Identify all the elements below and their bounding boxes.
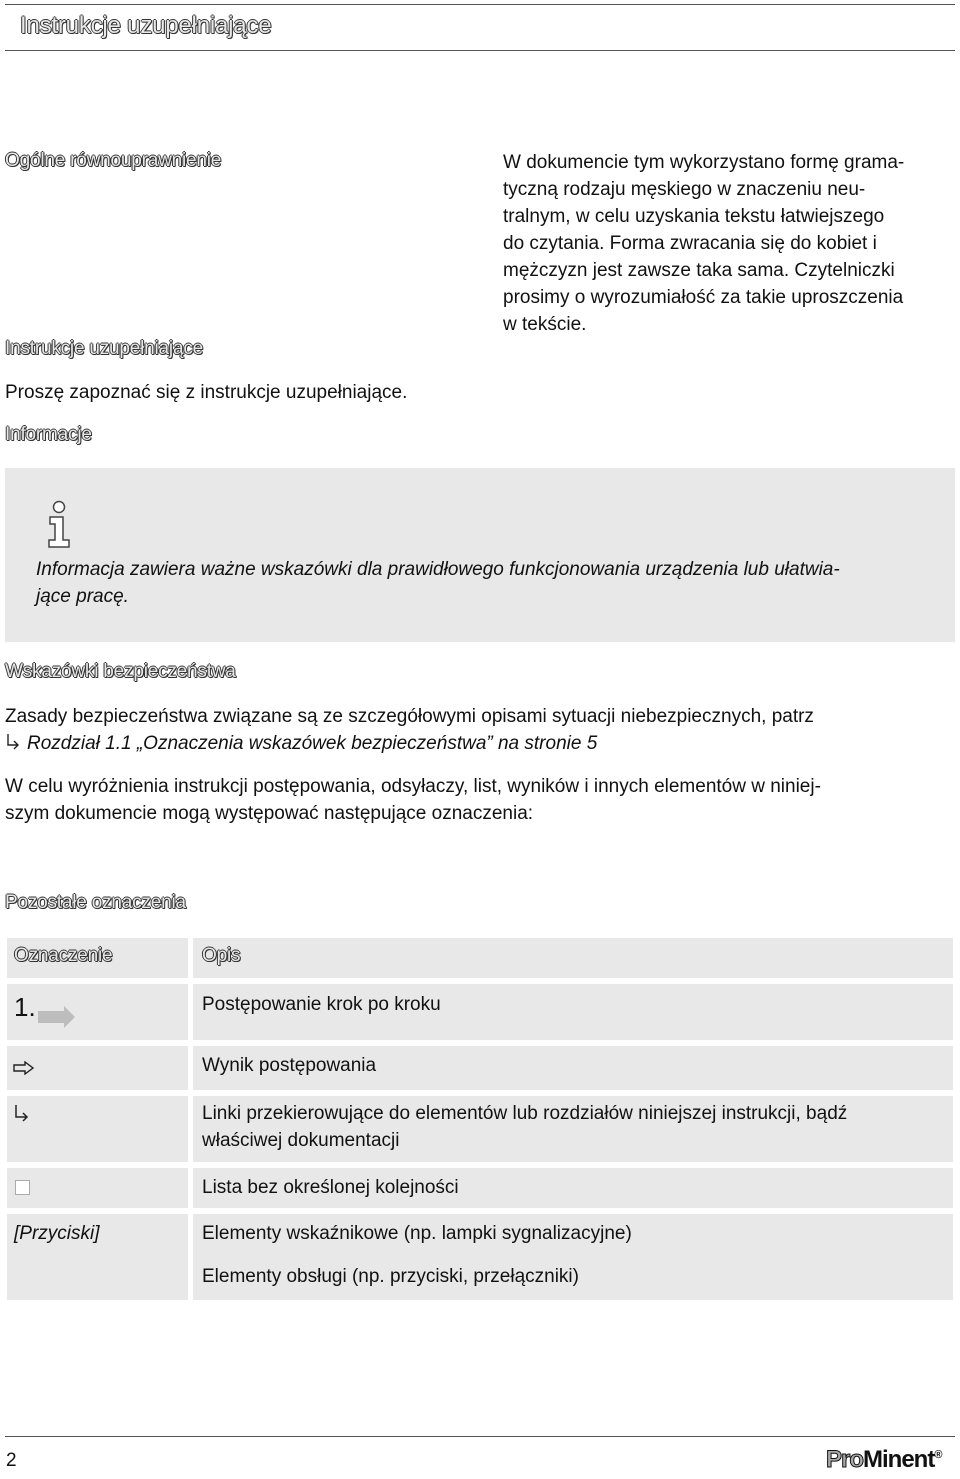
row-desc: Lista bez określonej kolejności <box>202 1177 459 1198</box>
info-icon <box>44 500 74 550</box>
link-arrow-icon <box>13 1104 33 1124</box>
marks-intro-line: szym dokumencie mogą występować następujące oznaczenia: <box>5 803 534 824</box>
equality-line: tralnym, w celu uzyskania tekstu łatwiejszego <box>503 206 885 227</box>
safety-link-text[interactable]: Rozdział 1.1 „Oznaczenia wskazówek bezpieczeństwa” na stronie 5 <box>27 733 598 754</box>
equality-line: mężczyzn jest zawsze taka sama. Czytelniczki <box>503 260 895 281</box>
equality-paragraph <box>503 149 958 338</box>
row-desc <box>202 1220 947 1290</box>
top-rule <box>5 4 955 5</box>
row-desc-line: Elementy obsługi (np. przyciski, przełączniki) <box>202 1266 579 1287</box>
heading-info: Informacje <box>5 424 92 445</box>
logo-reg: ® <box>934 1449 942 1461</box>
step-arrow-icon <box>38 1006 76 1028</box>
equality-line: w tekście. <box>503 314 587 335</box>
logo-minent: Minent <box>863 1446 935 1473</box>
row-desc-line: Elementy wskaźnikowe (np. lampki sygnalizacyjne) <box>202 1223 632 1244</box>
square-bullet-icon <box>15 1180 30 1195</box>
info-text-line: jące pracę. <box>36 586 129 607</box>
footer-rule <box>5 1436 955 1437</box>
heading-other-marks: Pozostałe oznaczenia <box>5 892 186 913</box>
logo-pro: Pro <box>826 1446 864 1473</box>
table-header-cell <box>193 938 953 978</box>
heading-equality: Ogólne równouprawnienie <box>5 150 222 171</box>
marks-intro-line: W celu wyróżnienia instrukcji postępowania, odsyłaczy, list, wyników i innych elementów w niniej- <box>5 776 821 797</box>
link-arrow-icon <box>5 733 23 751</box>
header-rule <box>5 50 955 51</box>
table-row <box>7 1168 188 1208</box>
step-mark: 1. <box>14 992 36 1022</box>
info-text-line: Informacja zawiera ważne wskazówki dla prawidłowego funkcjonowania urządzenia lub ułatwia- <box>36 559 840 580</box>
row-desc: Postępowanie krok po kroku <box>202 994 441 1015</box>
equality-line: prosimy o wyrozumiałość za takie uproszczenia <box>503 287 904 308</box>
safety-line: Zasady bezpieczeństwa związane są ze szczegółowymi opisami sytuacji niebezpiecznych, patrz <box>5 706 814 727</box>
row-desc-line: właściwej dokumentacji <box>202 1130 400 1151</box>
equality-line: do czytania. Forma zwracania się do kobiet i <box>503 233 877 254</box>
prominent-logo <box>826 1446 941 1474</box>
col-desc-header: Opis <box>202 945 241 966</box>
row-desc: Wynik postępowania <box>202 1055 377 1076</box>
marks-intro-paragraph <box>5 773 955 827</box>
equality-line: tyczną rodzaju męskiego w znaczeniu neu- <box>503 179 866 200</box>
table-row <box>7 1096 188 1162</box>
supplementary-text: Proszę zapoznać się z instrukcje uzupełniające. <box>5 382 408 403</box>
row-desc-line: Linki przekierowujące do elementów lub rozdziałów niniejszej instrukcji, bądź <box>202 1103 848 1124</box>
info-box <box>5 468 955 642</box>
buttons-mark: [Przyciski] <box>14 1223 100 1244</box>
page-title: Instrukcje uzupełniające <box>20 12 272 39</box>
safety-link[interactable] <box>5 730 955 757</box>
equality-line: W dokumencie tym wykorzystano formę grama- <box>503 152 905 173</box>
col-mark-header: Oznaczenie <box>14 945 113 966</box>
info-text <box>36 556 936 610</box>
heading-supplementary: Instrukcje uzupełniające <box>5 338 203 359</box>
page-number: 2 <box>6 1450 17 1471</box>
heading-safety: Wskazówki bezpieczeństwa <box>5 661 236 682</box>
safety-paragraph <box>5 703 955 757</box>
result-arrow-icon <box>13 1061 35 1075</box>
row-desc <box>202 1100 947 1154</box>
